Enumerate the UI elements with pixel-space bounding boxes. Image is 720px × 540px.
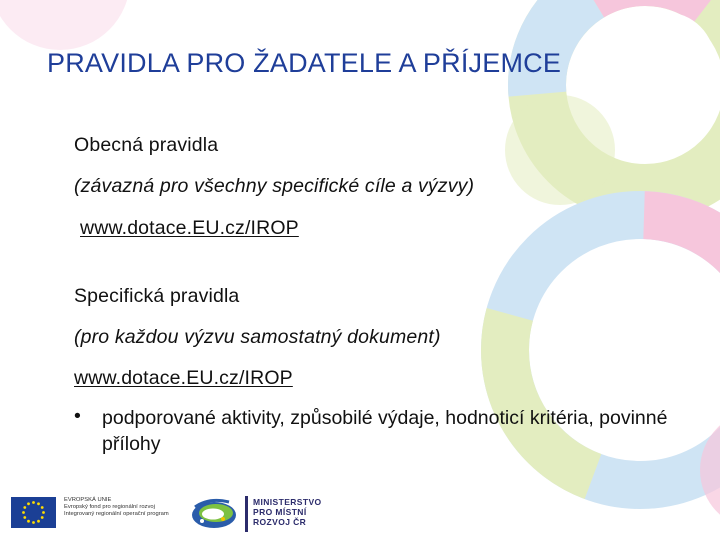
- slide-title: PRAVIDLA PRO ŽADATELE A PŘÍJEMCE: [47, 48, 562, 78]
- bullet-text: podporované aktivity, způsobilé výdaje, hodnoticí kritéria, povinné přílohy: [102, 407, 668, 455]
- footer-logos: [0, 488, 720, 540]
- eu-logo-text: EVROPSKÁ UNIE Evropský fond pro regionální rozvoj Integrovaný regionální operační program: [64, 497, 169, 518]
- bullet-marker: •: [74, 405, 81, 427]
- specific-rules-link[interactable]: www.dotace.EU.cz/IROP: [74, 367, 293, 389]
- general-rules-heading: Obecná pravidla: [74, 134, 219, 156]
- specific-rules-note: (pro každou výzvu samostatný dokument): [74, 326, 441, 348]
- general-rules-note: (závazná pro všechny specifické cíle a výzvy): [74, 175, 475, 197]
- mmr-logo-text: MINISTERSTVO PRO MÍSTNÍ ROZVOJ ČR: [253, 497, 322, 527]
- mmr-divider: [245, 496, 248, 532]
- mmr-logo-icon: [189, 493, 239, 533]
- eu-flag-icon: [11, 497, 56, 528]
- general-rules-link[interactable]: www.dotace.EU.cz/IROP: [80, 217, 299, 239]
- specific-rules-heading: Specifická pravidla: [74, 285, 240, 307]
- bullet-item: [74, 405, 674, 457]
